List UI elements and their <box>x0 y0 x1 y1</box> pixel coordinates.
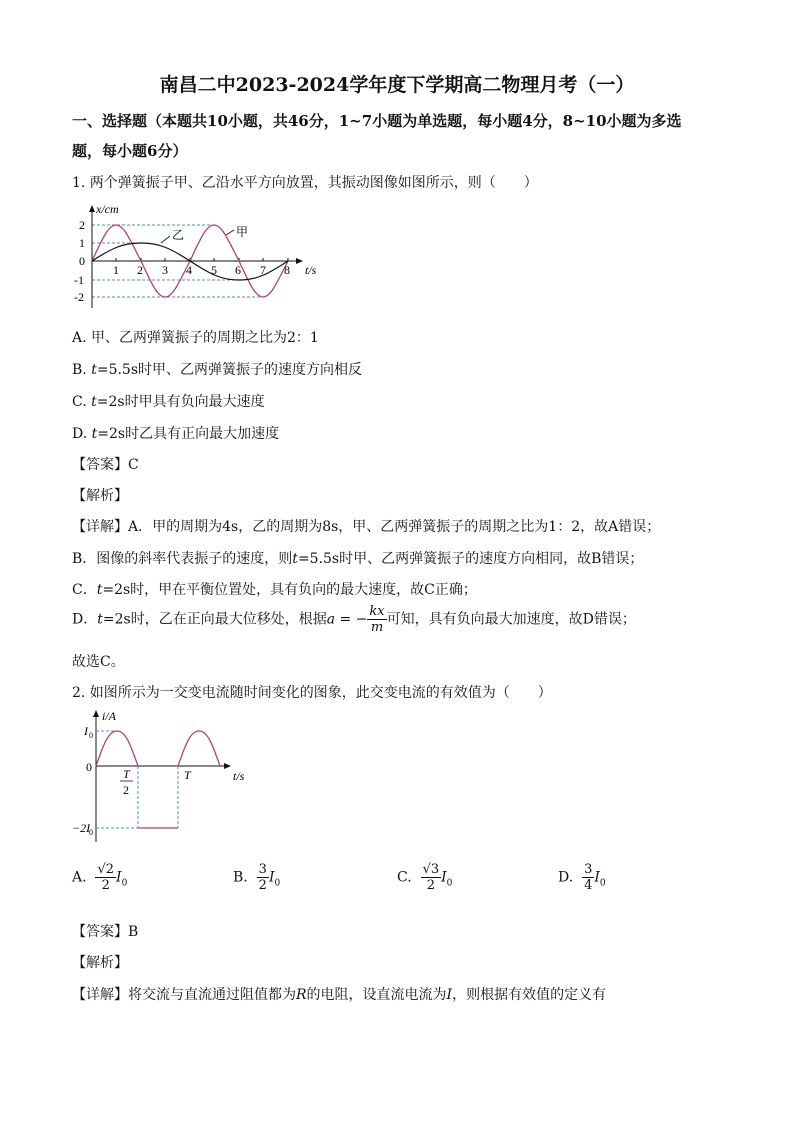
page-title: 南昌二中2023-2024学年度下学期高二物理月考（一） <box>159 74 635 96</box>
curve-jia-label: 甲 <box>236 225 249 239</box>
y-top-label: I <box>84 724 88 738</box>
q1-option-a: A. 甲、乙两弹簧振子的周期之比为2：1 <box>72 330 319 346</box>
section-heading-line2: 题，每小题6分） <box>72 142 188 160</box>
xtick: 2 <box>137 263 143 277</box>
ytick: -2 <box>74 290 84 304</box>
x-T: T <box>184 768 191 782</box>
q1-option-b: B. t=5.5s时甲、乙两弹簧振子的速度方向相反 <box>72 362 363 378</box>
xtick: 6 <box>235 263 241 277</box>
q1-conclusion: 故选C。 <box>72 654 125 670</box>
q2-option-a: A. $\frac{√2}{2}$ $I_0$ <box>72 862 128 893</box>
ytick: 2 <box>79 218 85 232</box>
y-bottom-sub: 0 <box>89 828 93 837</box>
q1-detail-d: D．t=2s时，乙在正向最大位移处，根据a = − $\frac{kx}{m}$ 可知，具有负向最大加速度，故D错误； <box>72 604 636 635</box>
ytick: 1 <box>79 236 85 250</box>
q2-option-c: C. $\frac{√3}{2}$ $I_0$ <box>397 862 453 893</box>
q1-answer: 【答案】C <box>72 457 139 473</box>
xtick: 5 <box>211 263 217 277</box>
q2-ylabel: i/A <box>102 709 116 723</box>
xtick: 1 <box>113 263 119 277</box>
curve-yi-label: 乙 <box>172 228 185 242</box>
q1-detail-b: B．图像的斜率代表振子的速度，则t=5.5s时甲、乙两弹簧振子的速度方向相同，故B错误； <box>72 551 644 567</box>
q2-option-b: B. $\frac{3}{2}$ $I_0$ <box>233 862 281 893</box>
q1-xlabel: t/s <box>305 263 317 277</box>
q2-detail: 【详解】将交流与直流通过阻值都为R的电阻，设直流电流为I，则根据有效值的定义有 <box>72 987 607 1003</box>
q1-detail-c: C．t=2s时，甲在平衡位置处，具有负向的最大速度，故C正确； <box>72 582 477 598</box>
xtick: 3 <box>162 263 168 277</box>
q1-option-c: C. t=2s时甲具有负向最大速度 <box>72 394 265 410</box>
q2-analysis-tag: 【解析】 <box>72 955 128 971</box>
q1-ylabel: x/cm <box>96 202 119 216</box>
section-heading-line1: 一、选择题（本题共10小题，共46分，1~7小题为单选题，每小题4分，8~10小题为多选 <box>72 112 682 130</box>
q1-analysis-tag: 【解析】 <box>72 488 128 504</box>
y-bottom-label: −2I <box>72 821 91 835</box>
q2-xlabel: t/s <box>233 769 245 783</box>
positive-half-wave-1 <box>96 731 138 766</box>
y-zero: 0 <box>86 760 92 774</box>
q1-option-d: D. t=2s时乙具有正向最大加速度 <box>72 426 280 442</box>
ytick: 0 <box>79 254 85 268</box>
q2-stem: 2. 如图所示为一交变电流随时间变化的图象，此交变电流的有效值为（ ） <box>72 685 552 701</box>
positive-half-wave-2 <box>178 731 220 766</box>
xtick: 8 <box>284 263 290 277</box>
x-half-num: T <box>123 767 130 781</box>
q2-option-d: D. $\frac{3}{4}$ $I_0$ <box>558 862 606 893</box>
y-top-sub: 0 <box>89 731 93 740</box>
q1-oscillation-graph <box>70 198 330 316</box>
q2-answer: 【答案】B <box>72 924 139 940</box>
q2-current-graph <box>70 706 260 846</box>
formula-fraction: $\frac{kx}{m}$ <box>369 604 385 635</box>
q1-stem: 1. 两个弹簧振子甲、乙沿水平方向放置，其振动图像如图所示，则（ ） <box>72 175 538 191</box>
xtick: 4 <box>186 263 192 277</box>
xtick: 7 <box>260 263 266 277</box>
x-half-den: 2 <box>123 783 129 797</box>
q1-detail-a: 【详解】A．甲的周期为4s，乙的周期为8s，甲、乙两弹簧振子的周期之比为1：2，故A错误； <box>72 519 661 535</box>
ytick: -1 <box>74 273 84 287</box>
